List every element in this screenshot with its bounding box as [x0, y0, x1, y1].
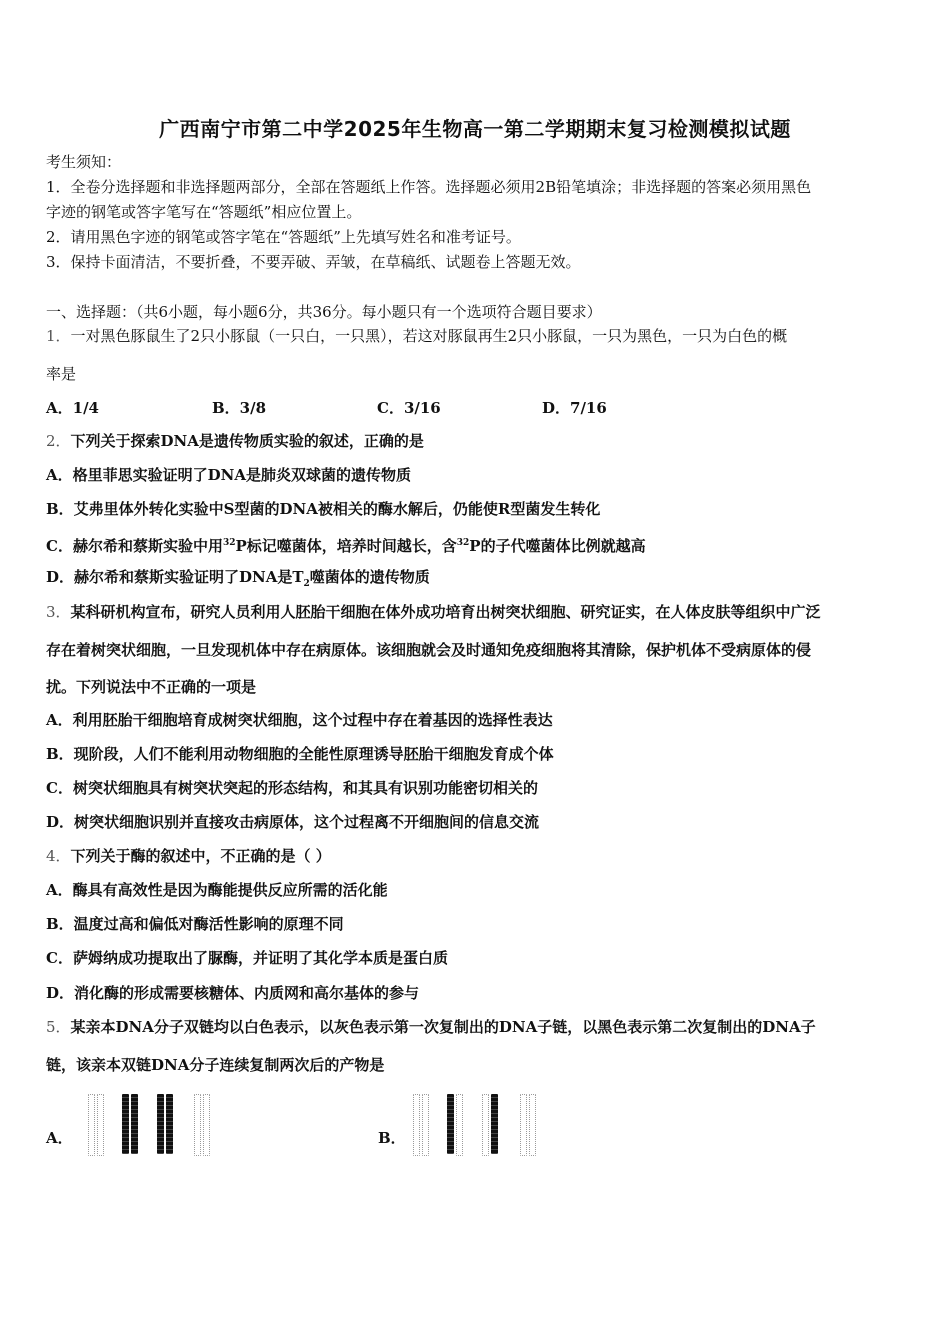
dna-strand-white [422, 1094, 429, 1156]
dna-strand-black [447, 1094, 454, 1154]
notice-item-2: 2．请用黑色字迹的钢笔或答字笔在“答题纸”上先填写姓名和准考证号。 [46, 228, 521, 246]
question-5-option-a-label[interactable]: A． [46, 1129, 73, 1147]
dna-strand-black [131, 1094, 138, 1154]
dna-strand-black [122, 1094, 129, 1154]
dna-strand-white [520, 1094, 527, 1156]
question-3-option-b[interactable]: B．现阶段，人们不能利用动物细胞的全能性原理诱导胚胎干细胞发育成个体 [46, 745, 554, 763]
notice-item-3: 3．保持卡面清洁，不要折叠，不要弄破、弄皱，在草稿纸、试题卷上答题无效。 [46, 253, 581, 271]
dna-strand-white [456, 1094, 463, 1156]
notice-heading: 考生须知： [46, 153, 122, 171]
question-number: 4． [46, 847, 71, 865]
page-title: 广西南宁市第二中学2025年生物高一第二学期期末复习检测模拟试题 [159, 117, 791, 141]
question-3-option-d[interactable]: D．树突状细胞识别并直接攻击病原体，这个过程离不开细胞间的信息交流 [46, 813, 540, 831]
question-4-option-b[interactable]: B．温度过高和偏低对酶活性影响的原理不同 [46, 915, 344, 933]
question-3-line-2: 存在着树突状细胞，一旦发现机体中存在病原体。该细胞就会及时通知免疫细胞将其清除，保护机体不受病原体的侵 [46, 641, 812, 659]
question-number: 5． [46, 1018, 71, 1036]
question-number: 1． [46, 327, 71, 345]
dna-strand-white [482, 1094, 489, 1156]
question-5-line-2: 链，该亲本双链DNA分子连续复制两次后的产物是 [46, 1056, 385, 1074]
dna-strand-white [413, 1094, 420, 1156]
question-2-option-c[interactable]: C．赫尔希和蔡斯实验中用$^{32}$P标记噬菌体，培养时间越长，含$^{32}$P的子代噬菌体比例就越高 [46, 537, 646, 555]
question-4-option-d[interactable]: D．消化酶的形成需要核糖体、内质网和高尔基体的参与 [46, 984, 420, 1002]
question-1-line-2: 率是 [46, 365, 77, 383]
question-3-line-3: 扰。下列说法中不正确的一项是 [46, 678, 257, 696]
question-5-line-1: 5．某亲本DNA分子双链均以白色表示，以灰色表示第一次复制出的DNA子链，以黑色表示第二次复制出的DNA子 [46, 1018, 816, 1036]
option-c[interactable]: C．3/16 [377, 399, 441, 417]
question-2-option-a[interactable]: A．格里菲思实验证明了DNA是肺炎双球菌的遗传物质 [46, 466, 411, 484]
notice-item-1-line-2: 字迹的钢笔或答字笔写在“答题纸”相应位置上。 [46, 203, 362, 221]
option-d[interactable]: D．7/16 [542, 399, 607, 417]
question-4-stem: 4．下列关于酶的叙述中，不正确的是（ ） [46, 847, 331, 865]
question-4-option-a[interactable]: A．酶具有高效性是因为酶能提供反应所需的活化能 [46, 881, 388, 899]
question-2-option-d[interactable]: D．赫尔希和蔡斯实验证明了DNA是$T_2$噬菌体的遗传物质 [46, 568, 430, 589]
dna-strand-white [97, 1094, 104, 1156]
question-number: 3． [46, 603, 71, 621]
question-1-line-1: 1．一对黑色豚鼠生了2只小豚鼠（一只白，一只黑），若这对豚鼠再生2只小豚鼠，一只为黑色，一只为白色的概 [46, 327, 788, 345]
dna-strand-white [529, 1094, 536, 1156]
question-3-option-a[interactable]: A．利用胚胎干细胞培育成树突状细胞，这个过程中存在着基因的选择性表达 [46, 711, 553, 729]
question-4-option-c[interactable]: C．萨姆纳成功提取出了脲酶，并证明了其化学本质是蛋白质 [46, 949, 448, 967]
question-2-stem: 2．下列关于探索DNA是遗传物质实验的叙述，正确的是 [46, 432, 424, 450]
question-number: 2． [46, 432, 71, 450]
dna-strand-black [166, 1094, 173, 1154]
section-heading: 一、选择题：（共6小题，每小题6分，共36分。每小题只有一个选项符合题目要求） [46, 303, 602, 321]
question-1-options [46, 397, 906, 417]
option-b[interactable]: B．3/8 [212, 399, 267, 417]
question-5-option-b-label[interactable]: B． [378, 1129, 406, 1147]
question-3-line-1: 3．某科研机构宣布，研究人员利用人胚胎干细胞在体外成功培育出树突状细胞、研究证实，在人体皮肤等组织中广泛 [46, 603, 821, 621]
dna-strand-black [157, 1094, 164, 1154]
dna-strand-black [491, 1094, 498, 1154]
dna-strand-white [203, 1094, 210, 1156]
question-3-option-c[interactable]: C．树突状细胞具有树突状突起的形态结构，和其具有识别功能密切相关的 [46, 779, 538, 797]
dna-strand-white [88, 1094, 95, 1156]
option-a[interactable]: A．1/4 [46, 399, 99, 417]
question-2-option-b[interactable]: B．艾弗里体外转化实验中S型菌的DNA被相关的酶水解后，仍能使R型菌发生转化 [46, 500, 601, 518]
dna-strand-white [194, 1094, 201, 1156]
notice-item-1-line-1: 1．全卷分选择题和非选择题两部分，全部在答题纸上作答。选择题必须用2B铅笔填涂；非选择题的答案必须用黑色 [46, 178, 812, 196]
